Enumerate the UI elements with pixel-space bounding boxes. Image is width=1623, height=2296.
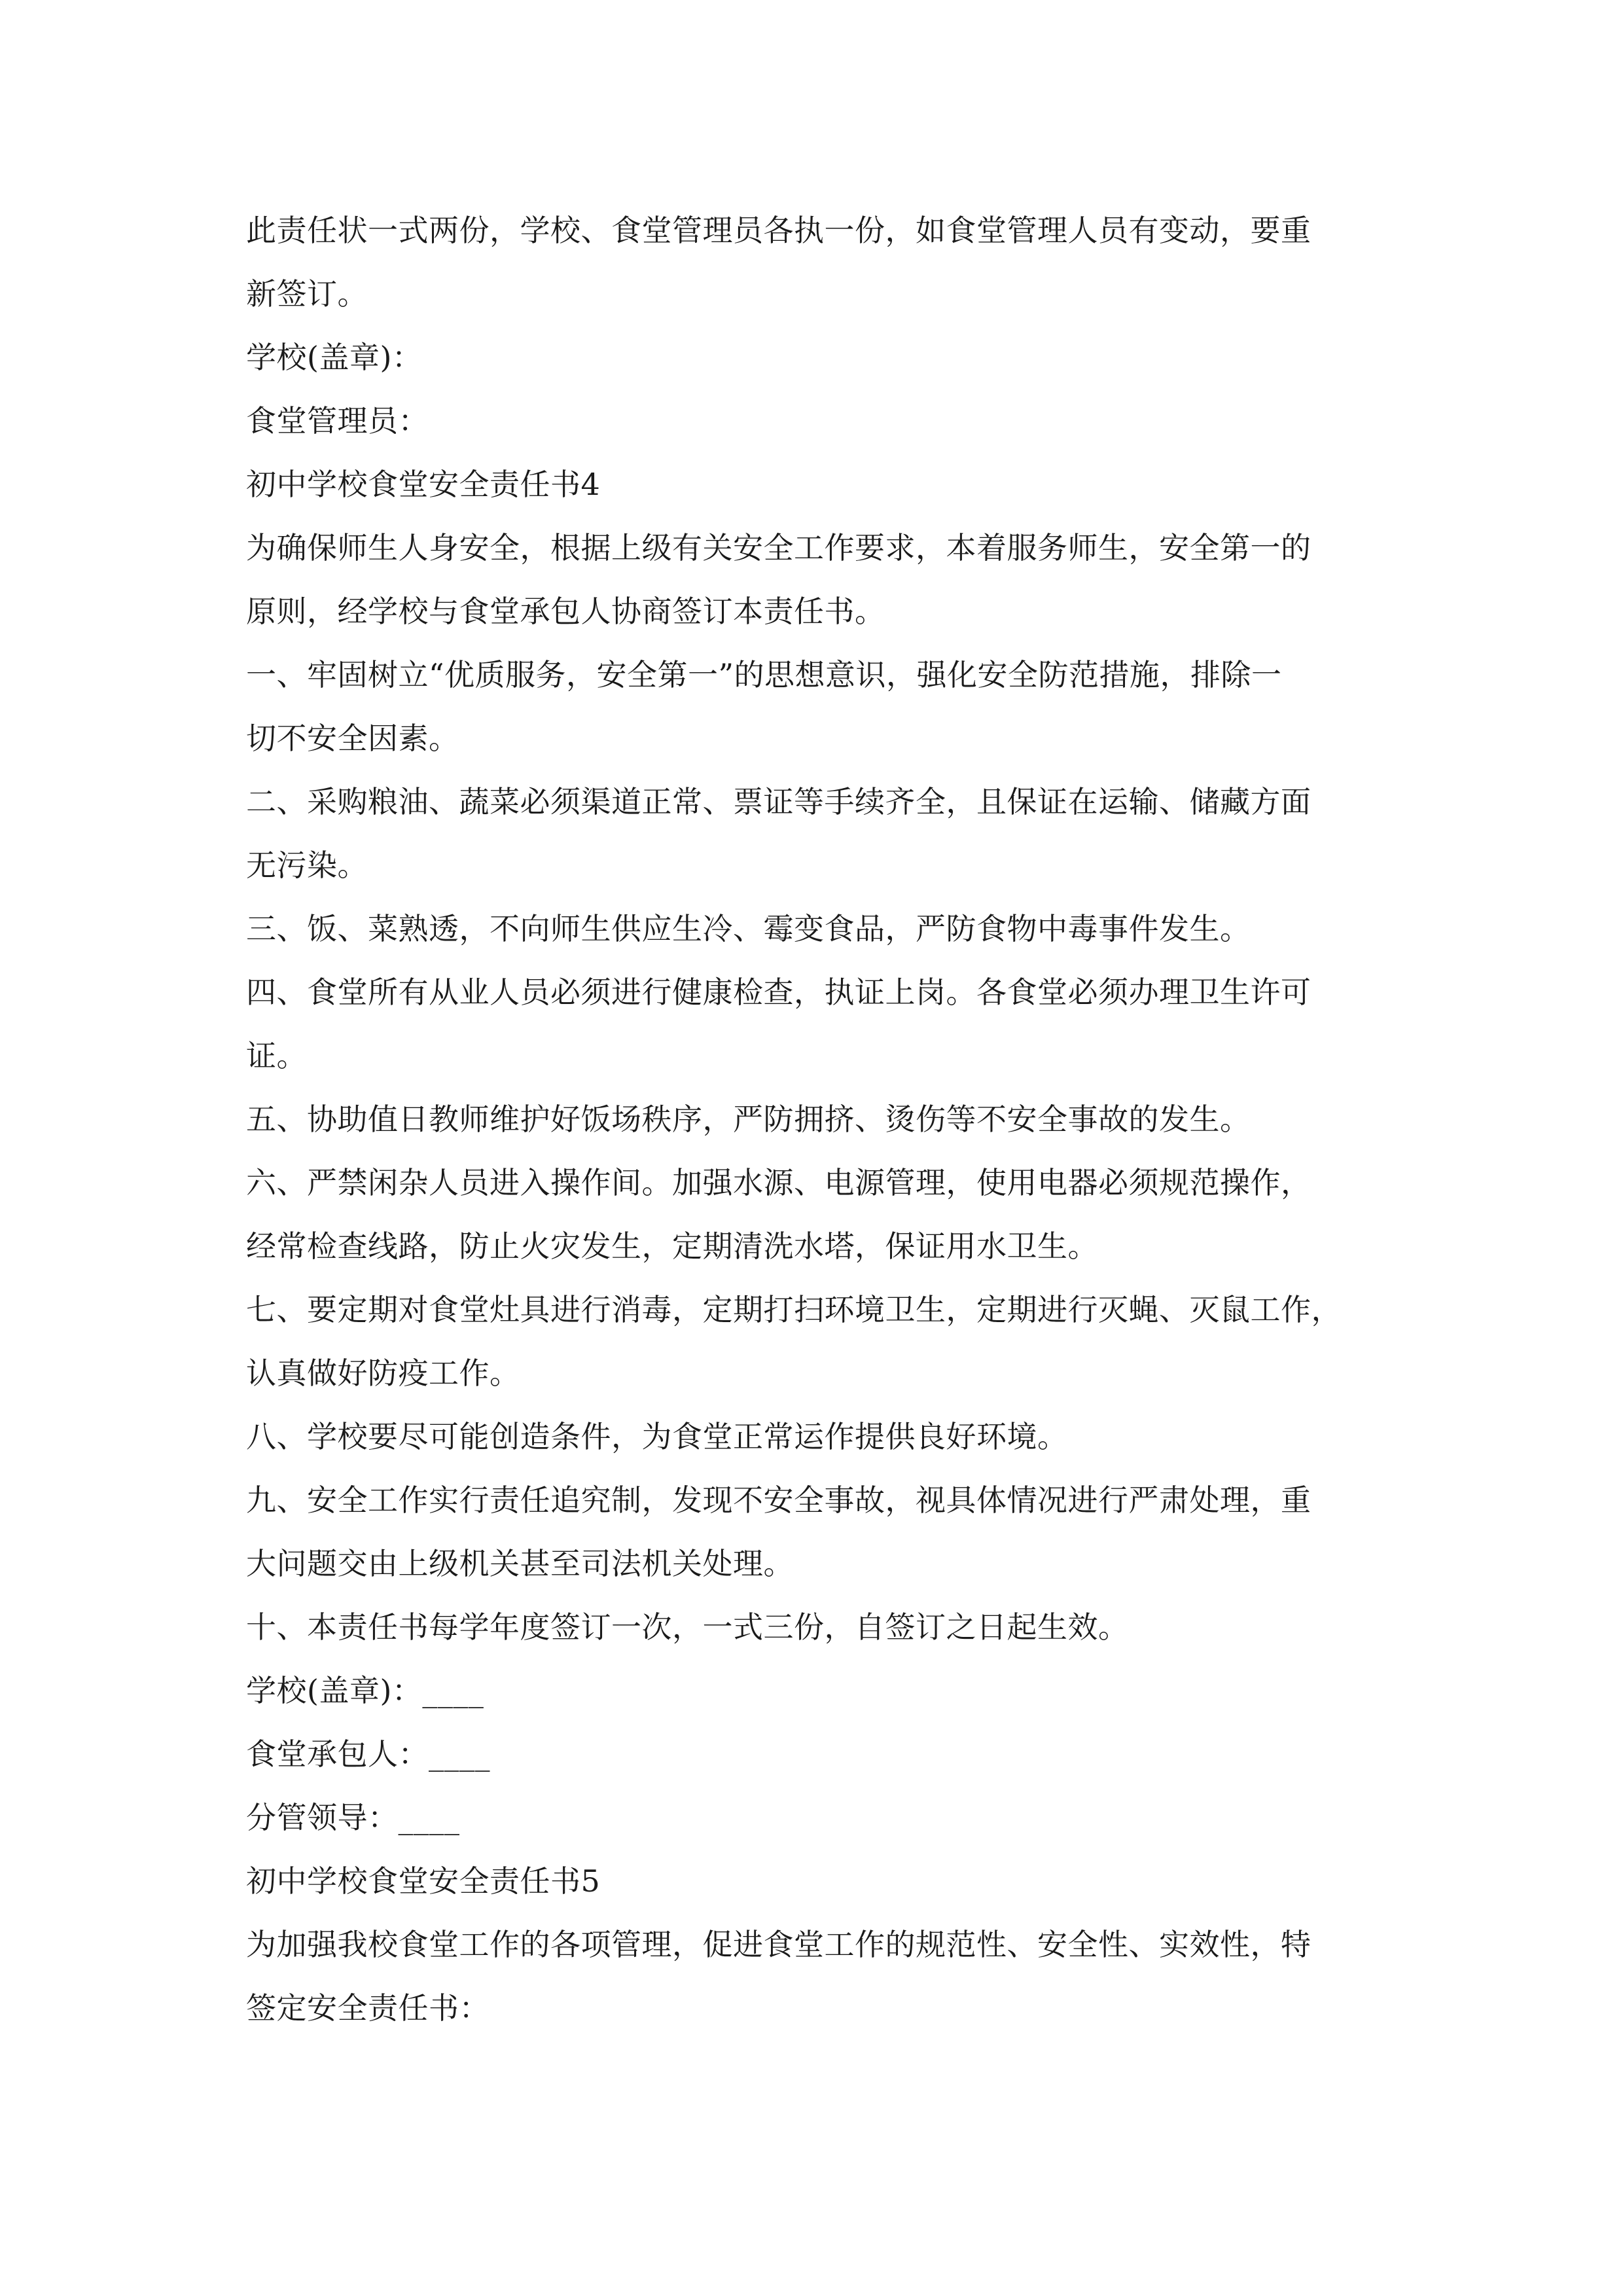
text-line: 为加强我校食堂工作的各项管理，促进食堂工作的规范性、安全性、实效性，特 [246, 1927, 1311, 1962]
text-line: 二、采购粮油、蔬菜必须渠道正常、票证等手续齐全，且保证在运输、储藏方面 [246, 784, 1311, 819]
text-line: 四、食堂所有从业人员必须进行健康检查，执证上岗。各食堂必须办理卫生许可 [246, 975, 1311, 1010]
text-line: 十、本责任书每学年度签订一次，一式三份，自签订之日起生效。 [246, 1609, 1129, 1645]
text-line: 五、协助值日教师维护好饭场秩序，严防拥挤、烫伤等不安全事故的发生。 [246, 1102, 1251, 1137]
text-line: 七、要定期对食堂灶具进行消毒，定期打扫环境卫生，定期进行灭蝇、灭鼠工作， [246, 1292, 1342, 1327]
text-line: 无污染。 [246, 848, 368, 883]
text-line: 此责任状一式两份，学校、食堂管理员各执一份，如食堂管理人员有变动，要重 [246, 213, 1311, 248]
text-line: 认真做好防疫工作。 [246, 1355, 520, 1391]
text-line: 切不安全因素。 [246, 721, 459, 756]
document-body [246, 199, 1398, 2040]
signature-line-school: 学校(盖章)：____ [246, 1673, 484, 1708]
text-line: 证。 [246, 1038, 307, 1073]
text-line: 八、学校要尽可能创造条件，为食堂正常运作提供良好环境。 [246, 1419, 1068, 1454]
text-line: 新签订。 [246, 276, 368, 312]
signature-line-leader: 分管领导：____ [246, 1800, 460, 1835]
text-line: 经常检查线路，防止火灾发生，定期清洗水塔，保证用水卫生。 [246, 1229, 1098, 1264]
text-line: 一、牢固树立“优质服务，安全第一”的思想意识，强化安全防范措施，排除一 [246, 657, 1282, 692]
text-line: 学校(盖章)： [246, 340, 423, 375]
text-line: 三、饭、菜熟透，不向师生供应生冷、霉变食品，严防食物中毒事件发生。 [246, 911, 1251, 946]
text-line: 原则，经学校与食堂承包人协商签订本责任书。 [246, 594, 885, 629]
section-title: 初中学校食堂安全责任书5 [246, 1863, 601, 1899]
text-line: 大问题交由上级机关甚至司法机关处理。 [246, 1546, 794, 1581]
text-line: 六、严禁闲杂人员进入操作间。加强水源、电源管理，使用电器必须规范操作， [246, 1165, 1311, 1200]
text-line: 九、安全工作实行责任追究制，发现不安全事故，视具体情况进行严肃处理，重 [246, 1482, 1311, 1518]
section-title: 初中学校食堂安全责任书4 [246, 467, 601, 502]
text-line: 食堂管理员： [246, 403, 429, 439]
text-line: 签定安全责任书： [246, 1990, 490, 2026]
text-line: 为确保师生人身安全，根据上级有关安全工作要求，本着服务师生，安全第一的 [246, 530, 1311, 565]
signature-line-contractor: 食堂承包人：____ [246, 1736, 490, 1772]
